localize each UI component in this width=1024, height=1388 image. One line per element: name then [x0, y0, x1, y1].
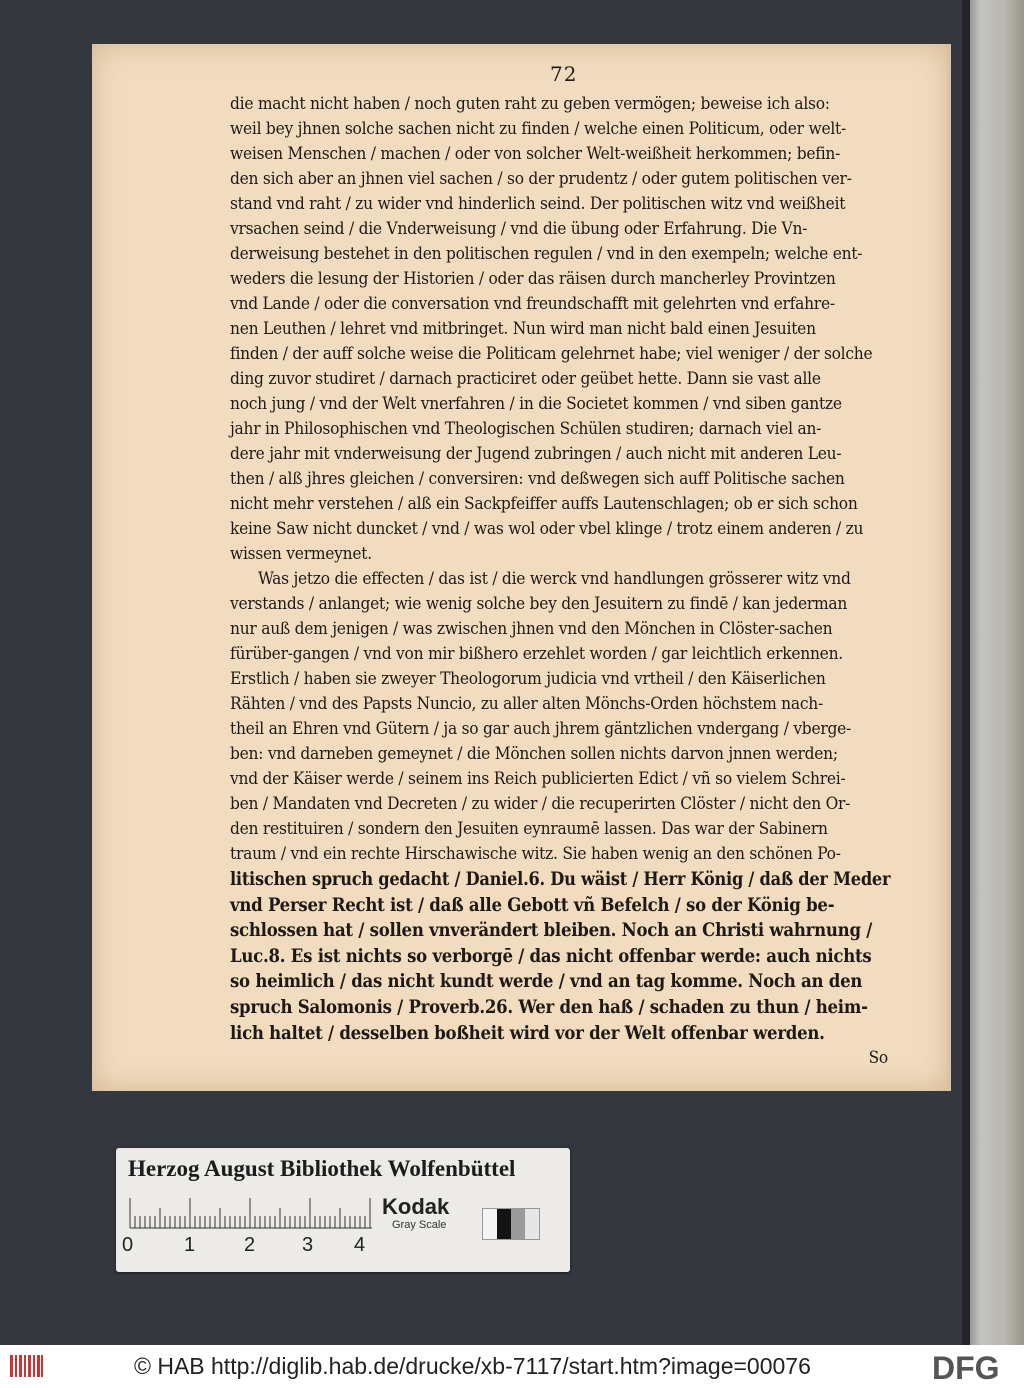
text-line: weders die lesung der Historien / oder das räisen durch mancherley Provintzen — [230, 269, 836, 289]
text-line: schlossen hat / sollen vnverändert bleiben. Noch an Christi wahrnung / — [230, 920, 873, 942]
text-line: stand vnd raht / zu wider vnd hinderlich seind. Der politischen witz vnd weißheit — [230, 194, 846, 214]
text-line: ben / Mandaten vnd Decreten / zu wider / die recuperirten Clöster / nicht den Or- — [230, 794, 851, 814]
ruler-numbers — [122, 1234, 382, 1264]
text-line: dere jahr mit vnderweisung der Jugend zubringen / auch nicht mit anderen Leu- — [230, 444, 842, 464]
brand-name: Kodak — [382, 1194, 450, 1219]
ruler-scale — [128, 1194, 374, 1232]
text-line: den restituiren / sondern den Jesuiten eynraumē lassen. Das war der Sabinern — [230, 819, 828, 839]
text-line: fürüber-gangen / vnd von mir bißhero erzehlet worden / gar leichtlich erkennen. — [230, 644, 843, 664]
text-line: keine Saw nicht duncket / vnd / was wol oder vbel klinge / trotz einem anderen / zu — [230, 519, 864, 539]
text-line: vrsachen seind / die Vnderweisung / vnd die übung oder Erfahrung. Die Vn- — [230, 219, 808, 239]
text-line: derweisung bestehet in den politischen regulen / vnd in den exempeln; welche ent- — [230, 244, 863, 264]
page-edge — [962, 0, 1024, 1345]
text-line: lich haltet / desselben boßheit wird vor der Welt offenbar werden. — [230, 1022, 825, 1044]
ruler-number: 4 — [354, 1234, 366, 1256]
footer-bar — [0, 1345, 1024, 1388]
text-line: Was jetzo die effecten / das ist / die werck vnd handlungen grösserer witz vnd — [258, 569, 851, 589]
copyright-url: © HAB http://diglib.hab.de/drucke/xb-7117/start.htm?image=00076 — [134, 1353, 811, 1379]
text-line: vnd der Käiser werde / seinem ins Reich publicierten Edict / vñ so vielem Schrei- — [230, 769, 846, 789]
text-line: weisen Menschen / machen / oder von solcher Welt-weißheit herkommen; befin- — [230, 144, 841, 164]
text-line: vnd Perser Recht ist / daß alle Gebott vñ Befelch / so der König be- — [230, 894, 835, 916]
barcode-icon — [10, 1353, 44, 1379]
text-line: Rähten / vnd des Papsts Nuncio, zu aller alten Mönchs-Orden höchstem nach- — [230, 694, 823, 714]
text-line: ding zuvor studiret / darnach practiciret oder geübet hette. Dann sie vast alle — [230, 369, 821, 389]
gray-swatches — [482, 1208, 540, 1240]
text-line: verstands / anlanget; wie wenig solche bey den Jesuitern zu findē / kan jederman — [230, 594, 848, 614]
color-calibration-label — [116, 1148, 570, 1272]
text-line: jahr in Philosophischen vnd Theologischen Schülen studiren; darnach viel an- — [230, 419, 822, 439]
ruler-number: 0 — [122, 1234, 134, 1256]
text-line: den sich aber an jhnen viel sachen / so der prudentz / oder gutem politischen ver- — [230, 169, 852, 189]
text-line: theil an Ehren vnd Gütern / ja so gar auch jhrem gäntzlichen vndergang / vberge- — [230, 719, 851, 739]
text-line: vnd Lande / oder die conversation vnd freundschafft mit gelehrten vnd erfahre- — [230, 294, 835, 314]
text-line: ben: vnd darneben gemeynet / die Mönchen sollen nichts darvon jnnen werden; — [230, 744, 838, 764]
text-line: noch jung / vnd der Welt vnerfahren / in die Societet kommen / vnd siben gantze — [230, 394, 842, 414]
text-line: Erstlich / haben sie zweyer Theologorum judicia vnd vrtheil / den Käiserlichen — [230, 669, 826, 689]
text-line: wissen vermeynet. — [230, 544, 372, 564]
ruler-number: 3 — [302, 1234, 314, 1256]
ruler-number: 2 — [244, 1234, 256, 1256]
catchword: So — [868, 1048, 888, 1069]
text-line: Luc.8. Es ist nichts so verborgē / das nicht offenbar werde: auch nichts — [230, 945, 872, 967]
text-line: so heimlich / das nicht kundt werde / vnd an tag komme. Noch an den — [230, 971, 863, 993]
text-line: weil bey jhnen solche sachen nicht zu finden / welche einen Politicum, oder welt- — [230, 119, 846, 139]
ruler-number: 1 — [184, 1234, 196, 1256]
text-line: spruch Salomonis / Proverb.26. Wer den haß / schaden zu thun / heim- — [230, 996, 868, 1018]
text-line: die macht nicht haben / noch guten raht zu geben vermögen; beweise ich also: — [230, 94, 830, 114]
text-line: nicht mehr verstehen / alß ein Sackpfeiffer auffs Lautenschlagen; ob er sich schon — [230, 494, 858, 514]
brand-subtitle: Gray Scale — [392, 1219, 447, 1231]
page-text — [230, 92, 890, 1071]
text-line: nur auß dem jenigen / was zwischen jhnen vnd den Mönchen in Clöster-sachen — [230, 619, 833, 639]
text-line: litischen spruch gedacht / Daniel.6. Du wäist / Herr König / daß der Meder — [230, 869, 891, 890]
institution-name: Herzog August Bibliothek Wolfenbüttel — [128, 1156, 516, 1181]
page-number: 72 — [550, 62, 578, 86]
text-line: finden / der auff solche weise die Politicam gelehrnet habe; viel weniger / der solche — [230, 344, 873, 364]
text-line: then / alß jhres gleichen / conversiren: vnd deßwegen sich auff Politische sachen — [230, 469, 845, 489]
text-line: nen Leuthen / lehret vnd mitbringet. Nun wird man nicht bald einen Jesuiten — [230, 319, 816, 339]
text-line: traum / vnd ein rechte Hirschawische witz. Sie haben wenig an den schönen Po- — [230, 844, 841, 864]
dfg-logo — [932, 1350, 1016, 1384]
dfg-logo-text: DFG — [932, 1350, 1000, 1384]
